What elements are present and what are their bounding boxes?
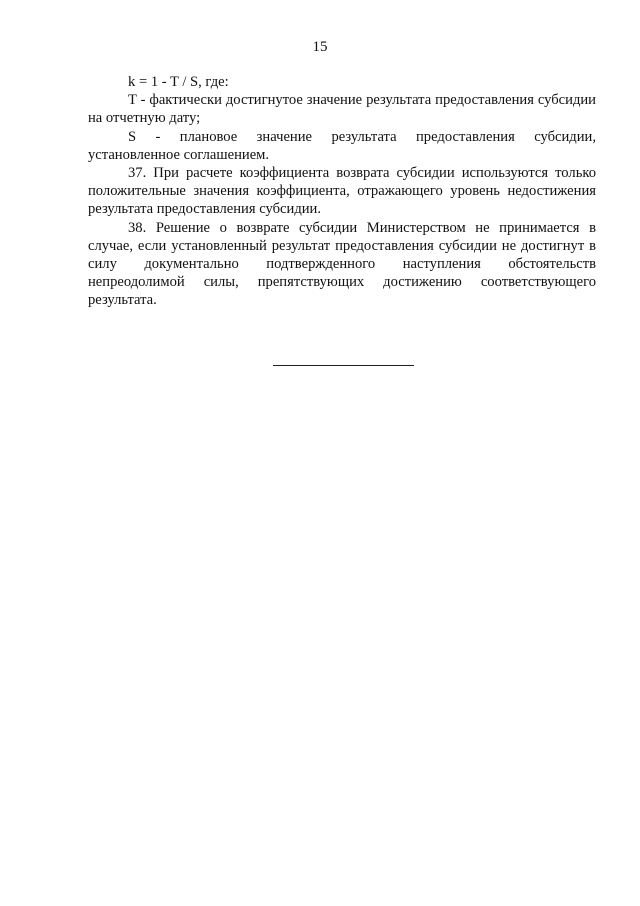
definition-s: S - плановое значение результата предоставления субсидии, установленное соглашением. (88, 128, 596, 163)
clause-37: 37. При расчете коэффициента возврата субсидии используются только положительные значения коэффициента, отражающего уровень недостижения результата предоставления субсидии. (88, 165, 596, 218)
formula-line: k = 1 - T / S, где: (128, 74, 229, 90)
clause-38: 38. Решение о возврате субсидии Министерством не принимается в случае, если установленный результат предоставления субсидии не достигнут в силу документально подтвержденного наступления обстоятельств непреодолимой силы, препятствующих достижению соответствующего результата. (88, 219, 596, 309)
document-body (88, 73, 596, 310)
definition-t: T - фактически достигнутое значение результата предоставления субсидии на отчетную дату; (88, 92, 596, 127)
end-divider-line (273, 365, 414, 366)
page-number: 15 (312, 39, 328, 55)
